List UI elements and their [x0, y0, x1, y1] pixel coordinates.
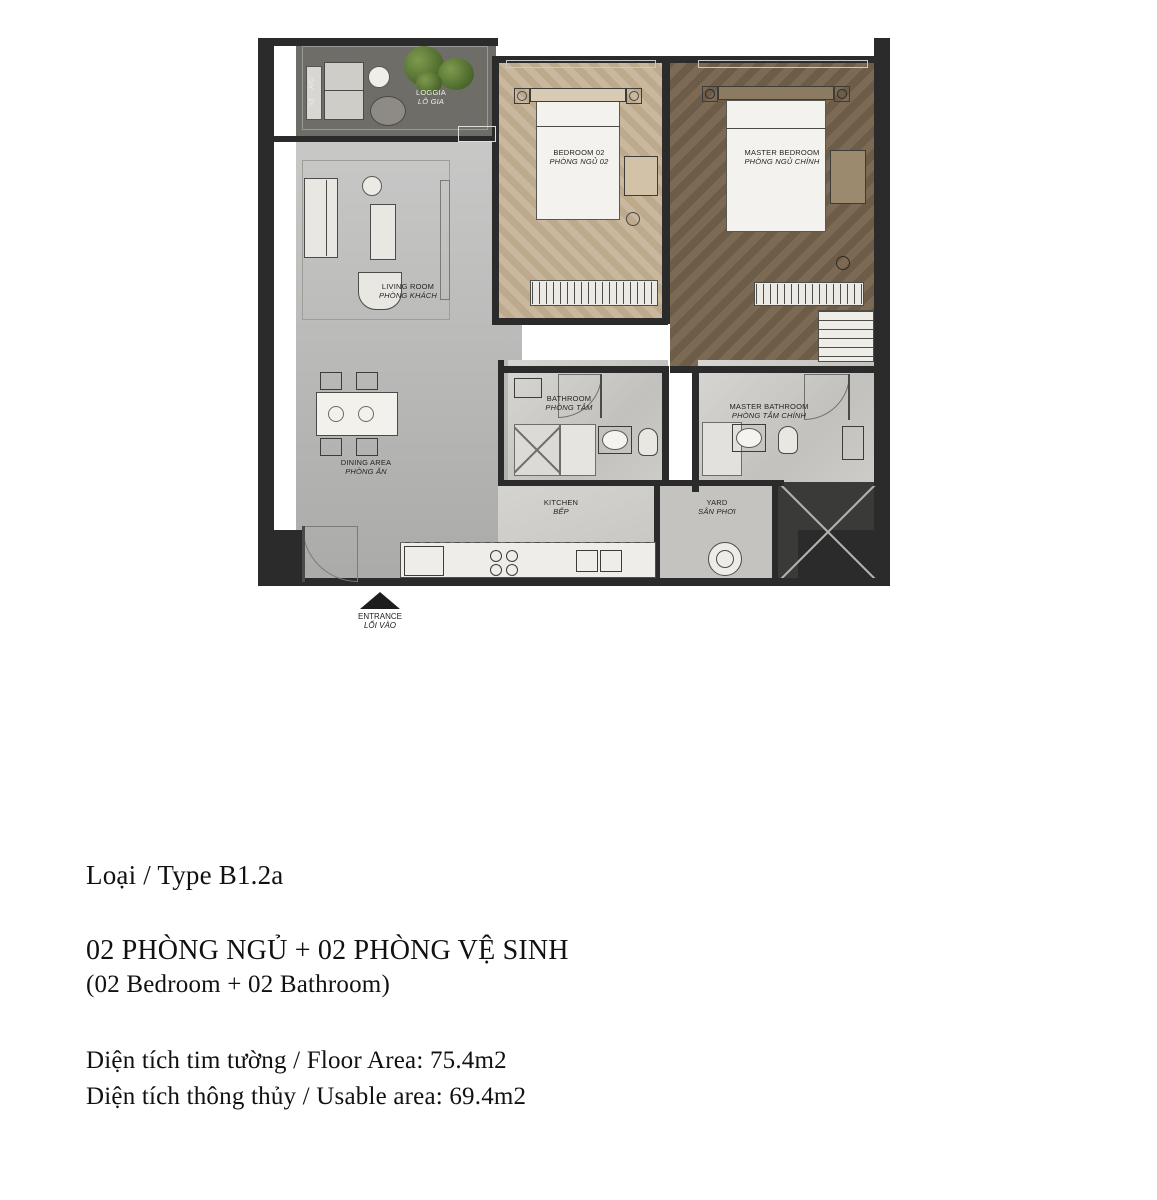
wardrobe-02-hatch [532, 282, 656, 304]
bathroom-toilet [638, 428, 658, 456]
master-bath-vanity [732, 424, 766, 452]
bed-02-pillow-line [536, 126, 620, 127]
coffee-table [370, 204, 396, 260]
bed-master-pillow-line [726, 128, 826, 129]
bedroom-02-window [506, 60, 656, 68]
cooktop-burner-3 [490, 564, 502, 576]
ac-unit-block [306, 66, 322, 120]
loggia-sink [368, 66, 390, 88]
kitchen-counter-dashed-upper [400, 542, 656, 543]
floor-plan-drawing [258, 30, 890, 582]
wall-bathroom-top [504, 366, 668, 373]
wall-left-bottom-block [258, 530, 300, 586]
wall-bedroom02-bottom [492, 318, 668, 325]
bed-master-lamp-right [837, 89, 847, 99]
wall-bedroom02-right [662, 56, 670, 324]
room-label-dining: DINING AREA PHÒNG ĂN [340, 458, 392, 477]
armchair [358, 272, 402, 310]
wall-exterior-left [258, 38, 274, 586]
room-label-living: LIVING ROOM PHÒNG KHÁCH [378, 282, 438, 301]
tv-console [440, 180, 450, 300]
entry-door-leaf [302, 526, 305, 582]
room-label-master-bathroom: MASTER BATHROOM PHÒNG TẮM CHÍNH [729, 402, 809, 421]
master-bedroom-window [698, 60, 868, 68]
caption-block [86, 860, 1086, 1119]
loggia-stool [370, 96, 406, 126]
bathroom-vanity [598, 426, 632, 454]
cooktop-burner-2 [506, 550, 518, 562]
side-table-round [362, 176, 382, 196]
loggia-cabinet [324, 62, 364, 120]
kitchen-sink-basin-left [576, 550, 598, 572]
bench-master [830, 150, 866, 204]
loggia-plant-3 [416, 72, 442, 94]
dining-chair-2 [356, 372, 378, 390]
master-closet-shelves [818, 310, 874, 362]
bathroom-shower-tray [514, 424, 560, 476]
wall-corridor-left [498, 360, 504, 486]
bed-02-headboard [530, 88, 626, 102]
bathroom-mirror [514, 378, 542, 398]
bench-02 [624, 156, 658, 196]
dining-chair-3 [320, 438, 342, 456]
loggia-cabinet-divider [324, 90, 364, 91]
loggia-plant-2 [438, 58, 474, 90]
wall-bathroom-right [662, 366, 669, 486]
wall-master-bath-left [692, 366, 699, 492]
master-bath-cabinet [842, 426, 864, 460]
master-bath-toilet [778, 426, 798, 454]
bedroom-02-ceiling-light [626, 212, 640, 226]
bed-master-headboard [718, 86, 834, 100]
wall-bath-bottom [504, 480, 784, 486]
entrance-marker [320, 592, 440, 630]
room-label-master-bedroom: MASTER BEDROOM PHÒNG NGỦ CHÍNH [744, 148, 820, 167]
usable-area-line: Diện tích thông thủy / Usable area: 69.4m2 [86, 1083, 527, 1110]
wardrobe-master-hatch [756, 284, 862, 304]
loggia-sliding-door [458, 126, 496, 142]
wall-exterior-bottom [274, 578, 880, 586]
kitchen-sink-basin-right [600, 550, 622, 572]
rooms-summary-en: (02 Bedroom + 02 Bathroom) [86, 971, 390, 998]
wall-bedroom02-left [492, 56, 499, 324]
ac-qty-label: x2 [309, 98, 316, 106]
bed-02-lamp-right [629, 91, 639, 101]
floor-area-line: Diện tích tim tường / Floor Area: 75.4m2 [86, 1047, 507, 1074]
terrace-hatch [778, 486, 878, 578]
unit-type-line: Loại / Type B1.2a [86, 860, 284, 890]
wall-exterior-top-left [274, 38, 498, 46]
bathroom-shower-glass [560, 424, 596, 476]
refrigerator [404, 546, 444, 576]
room-label-bedroom-02: BEDROOM 02 PHÒNG NGỦ 02 [549, 148, 609, 167]
ac-label: A/C [309, 78, 316, 90]
room-label-loggia: LOGGIA LÔ GIA [416, 88, 446, 107]
room-label-yard: YARD SÂN PHƠI [698, 498, 736, 517]
sofa-left-cushion-line [326, 180, 327, 256]
room-label-kitchen: KITCHEN BẾP [543, 498, 579, 517]
entrance-arrow-icon [360, 592, 400, 609]
master-bath-door-leaf [848, 374, 850, 420]
bed-02-lamp-left [517, 91, 527, 101]
washing-machine-door [716, 550, 734, 568]
entrance-label-vi: LỐI VÀO [363, 621, 396, 630]
rooms-summary-vi: 02 PHÒNG NGỦ + 02 PHÒNG VỆ SINH [86, 935, 569, 966]
bed-master-lamp-left [705, 89, 715, 99]
sofa-left [304, 178, 338, 258]
master-ceiling-light [836, 256, 850, 270]
dining-chair-1 [320, 372, 342, 390]
dining-chair-4 [356, 438, 378, 456]
dining-plate-1 [328, 406, 344, 422]
cooktop-burner-4 [506, 564, 518, 576]
bed-02 [536, 100, 620, 220]
cooktop-burner-1 [490, 550, 502, 562]
wall-master-bedroom-bottom [670, 366, 880, 373]
room-label-bathroom: BATHROOM PHÒNG TẮM [545, 394, 593, 413]
bed-master [726, 100, 826, 232]
bathroom-door-leaf [600, 374, 602, 418]
entrance-label-en: ENTRANCE [357, 612, 402, 621]
dining-plate-2 [358, 406, 374, 422]
